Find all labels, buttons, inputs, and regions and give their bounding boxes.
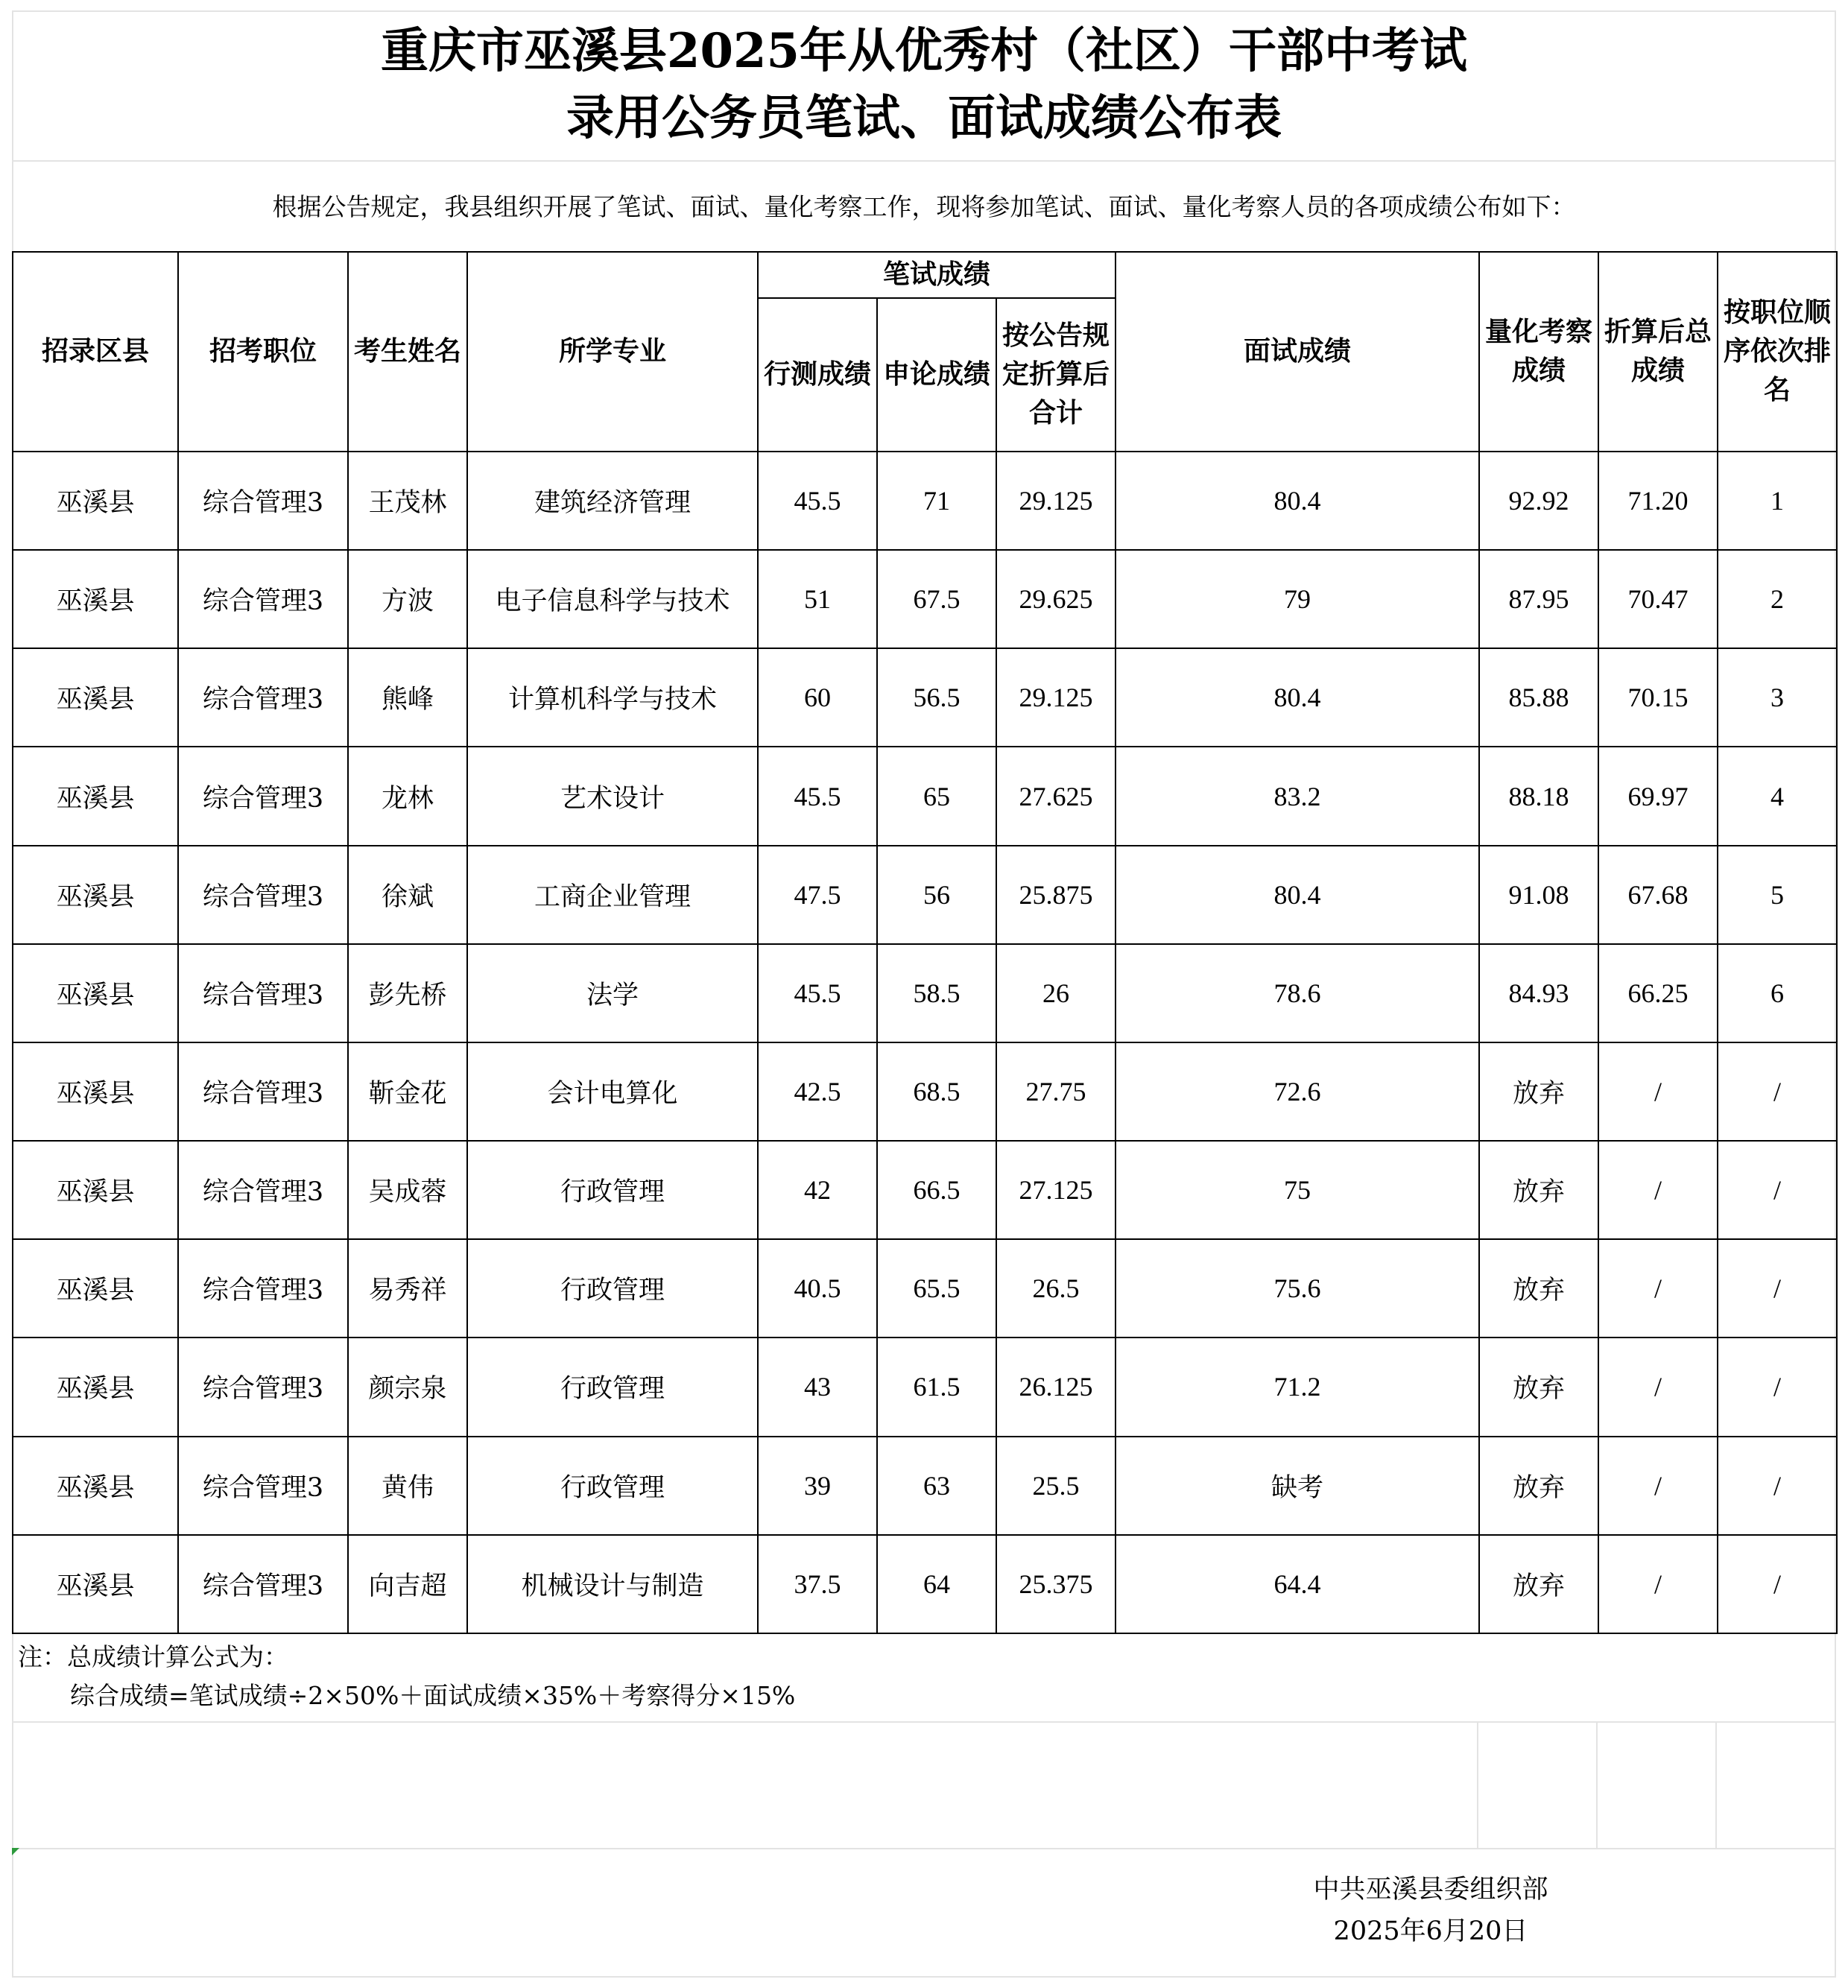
cell-evaluation: 88.18 [1479,747,1598,845]
cell-shenlun: 65.5 [877,1239,996,1338]
cell-major: 行政管理 [467,1239,758,1338]
cell-shenlun: 56.5 [877,648,996,747]
cell-district: 巫溪县 [13,846,178,944]
cell-shenlun: 56 [877,846,996,944]
issuer-signature-block [1237,1869,1624,1952]
header-total: 折算后总成绩 [1598,252,1718,452]
cell-evaluation: 92.92 [1479,452,1598,550]
table-row [13,452,1837,550]
cell-evaluation: 放弃 [1479,1535,1598,1633]
gridline [1596,1721,1598,1848]
table-row [13,1535,1837,1633]
cell-major: 行政管理 [467,1338,758,1436]
cell-evaluation: 放弃 [1479,1437,1598,1535]
cell-position: 综合管理3 [178,1338,348,1436]
intro-text: 根据公告规定，我县组织开展了笔试、面试、量化考察工作，现将参加笔试、面试、量化考察人员的各项成绩公布如下： [272,192,1576,221]
cell-total: / [1598,1338,1718,1436]
cell-xingce: 45.5 [758,747,877,845]
cell-position: 综合管理3 [178,550,348,648]
cell-xingce: 47.5 [758,846,877,944]
cell-position: 综合管理3 [178,1535,348,1633]
cell-interview: 80.4 [1116,648,1479,747]
calculation-note [18,1638,1806,1715]
scores-table-body [13,452,1837,1633]
title-line-2: 录用公务员笔试、面试成绩公布表 [566,90,1282,146]
cell-total: 71.20 [1598,452,1718,550]
scores-table [12,251,1838,1634]
gridline [12,1976,1836,1978]
cell-district: 巫溪县 [13,1042,178,1141]
table-row [13,747,1837,845]
cell-name: 王茂林 [348,452,467,550]
cell-major: 法学 [467,944,758,1042]
cell-district: 巫溪县 [13,1338,178,1436]
cell-interview: 75 [1116,1141,1479,1239]
table-row [13,550,1837,648]
cell-position: 综合管理3 [178,1141,348,1239]
cell-name: 徐斌 [348,846,467,944]
cell-rank: 2 [1718,550,1837,648]
cell-total: / [1598,1042,1718,1141]
cell-evaluation: 85.88 [1479,648,1598,747]
cell-major: 机械设计与制造 [467,1535,758,1633]
document-title [12,18,1836,152]
header-written-converted: 按公告规定折算后合计 [996,298,1116,452]
cell-shenlun: 66.5 [877,1141,996,1239]
cell-written-converted: 29.125 [996,452,1116,550]
cell-total: / [1598,1239,1718,1338]
cell-name: 黄伟 [348,1437,467,1535]
cell-major: 电子信息科学与技术 [467,550,758,648]
gridline [12,10,1836,12]
header-evaluation: 量化考察成绩 [1479,252,1598,452]
cell-written-converted: 26 [996,944,1116,1042]
cell-shenlun: 68.5 [877,1042,996,1141]
issuer-name: 中共巫溪县委组织部 [1313,1875,1548,1905]
gridline [12,1721,1836,1723]
cell-name: 吴成蓉 [348,1141,467,1239]
cell-position: 综合管理3 [178,944,348,1042]
cell-rank: / [1718,1338,1837,1436]
cell-total: / [1598,1437,1718,1535]
cell-evaluation: 87.95 [1479,550,1598,648]
cell-written-converted: 26.125 [996,1338,1116,1436]
cell-rank: 1 [1718,452,1837,550]
header-rank: 按职位顺序依次排名 [1718,252,1837,452]
table-row [13,1437,1837,1535]
cell-position: 综合管理3 [178,747,348,845]
cell-xingce: 45.5 [758,944,877,1042]
cell-position: 综合管理3 [178,1042,348,1141]
cell-interview: 79 [1116,550,1479,648]
cell-written-converted: 29.125 [996,648,1116,747]
cell-shenlun: 64 [877,1535,996,1633]
cell-xingce: 37.5 [758,1535,877,1633]
header-xingce: 行测成绩 [758,298,877,452]
header-written-group: 笔试成绩 [758,252,1116,298]
cell-total: 67.68 [1598,846,1718,944]
cell-name: 向吉超 [348,1535,467,1633]
gridline [1477,1721,1478,1848]
cell-evaluation: 91.08 [1479,846,1598,944]
cell-interview: 71.2 [1116,1338,1479,1436]
cell-rank: / [1718,1042,1837,1141]
cell-name: 彭先桥 [348,944,467,1042]
cell-name: 靳金花 [348,1042,467,1141]
cell-district: 巫溪县 [13,1437,178,1535]
cell-major: 行政管理 [467,1141,758,1239]
cell-district: 巫溪县 [13,1141,178,1239]
cell-interview: 64.4 [1116,1535,1479,1633]
table-row [13,944,1837,1042]
title-line-1: 重庆市巫溪县2025年从优秀村（社区）干部中考试 [380,23,1468,79]
cell-position: 综合管理3 [178,1239,348,1338]
cell-district: 巫溪县 [13,1239,178,1338]
cell-major: 工商企业管理 [467,846,758,944]
cell-name: 颜宗泉 [348,1338,467,1436]
cell-rank: / [1718,1437,1837,1535]
header-major: 所学专业 [467,252,758,452]
table-row [13,1338,1837,1436]
table-row [13,648,1837,747]
cell-shenlun: 65 [877,747,996,845]
cell-total: 66.25 [1598,944,1718,1042]
cell-interview: 75.6 [1116,1239,1479,1338]
cell-interview: 80.4 [1116,846,1479,944]
gridline [12,1848,1836,1849]
cell-xingce: 42.5 [758,1042,877,1141]
cell-name: 熊峰 [348,648,467,747]
cell-interview: 72.6 [1116,1042,1479,1141]
table-row [13,1141,1837,1239]
cell-xingce: 45.5 [758,452,877,550]
header-interview: 面试成绩 [1116,252,1479,452]
cell-comment-marker-icon [12,1848,19,1855]
cell-written-converted: 26.5 [996,1239,1116,1338]
cell-district: 巫溪县 [13,747,178,845]
cell-district: 巫溪县 [13,550,178,648]
cell-name: 方波 [348,550,467,648]
header-district: 招录区县 [13,252,178,452]
cell-shenlun: 63 [877,1437,996,1535]
cell-total: / [1598,1141,1718,1239]
cell-written-converted: 27.125 [996,1141,1116,1239]
table-row [13,1042,1837,1141]
cell-district: 巫溪县 [13,944,178,1042]
cell-written-converted: 27.625 [996,747,1116,845]
issue-date: 2025年6月20日 [1333,1916,1528,1946]
cell-interview: 78.6 [1116,944,1479,1042]
cell-written-converted: 25.375 [996,1535,1116,1633]
cell-evaluation: 放弃 [1479,1239,1598,1338]
cell-rank: / [1718,1239,1837,1338]
cell-evaluation: 放弃 [1479,1338,1598,1436]
cell-evaluation: 放弃 [1479,1042,1598,1141]
cell-total: / [1598,1535,1718,1633]
cell-xingce: 60 [758,648,877,747]
cell-written-converted: 25.875 [996,846,1116,944]
cell-rank: / [1718,1535,1837,1633]
header-shenlun: 申论成绩 [877,298,996,452]
cell-total: 70.15 [1598,648,1718,747]
header-row-1 [13,252,1837,298]
cell-written-converted: 29.625 [996,550,1116,648]
cell-written-converted: 27.75 [996,1042,1116,1141]
cell-xingce: 51 [758,550,877,648]
cell-rank: 6 [1718,944,1837,1042]
cell-total: 70.47 [1598,550,1718,648]
cell-position: 综合管理3 [178,846,348,944]
cell-major: 行政管理 [467,1437,758,1535]
cell-interview: 83.2 [1116,747,1479,845]
cell-major: 计算机科学与技术 [467,648,758,747]
cell-district: 巫溪县 [13,1535,178,1633]
cell-xingce: 40.5 [758,1239,877,1338]
table-row [13,846,1837,944]
gridline [1715,1721,1717,1848]
note-formula: 综合成绩=笔试成绩÷2×50%＋面试成绩×35%＋考察得分×15% [70,1681,796,1710]
cell-shenlun: 71 [877,452,996,550]
cell-interview: 缺考 [1116,1437,1479,1535]
cell-evaluation: 84.93 [1479,944,1598,1042]
cell-district: 巫溪县 [13,452,178,550]
table-row [13,1239,1837,1338]
cell-major: 会计电算化 [467,1042,758,1141]
cell-shenlun: 58.5 [877,944,996,1042]
cell-major: 艺术设计 [467,747,758,845]
cell-name: 易秀祥 [348,1239,467,1338]
cell-position: 综合管理3 [178,452,348,550]
cell-position: 综合管理3 [178,648,348,747]
cell-interview: 80.4 [1116,452,1479,550]
cell-shenlun: 67.5 [877,550,996,648]
cell-written-converted: 25.5 [996,1437,1116,1535]
cell-rank: 3 [1718,648,1837,747]
note-label: 注：总成绩计算公式为： [18,1642,288,1671]
cell-rank: / [1718,1141,1837,1239]
cell-xingce: 39 [758,1437,877,1535]
cell-major: 建筑经济管理 [467,452,758,550]
cell-district: 巫溪县 [13,648,178,747]
cell-rank: 5 [1718,846,1837,944]
gridline [12,160,1836,162]
cell-evaluation: 放弃 [1479,1141,1598,1239]
cell-xingce: 42 [758,1141,877,1239]
cell-xingce: 43 [758,1338,877,1436]
cell-shenlun: 61.5 [877,1338,996,1436]
header-name: 考生姓名 [348,252,467,452]
header-position: 招考职位 [178,252,348,452]
cell-rank: 4 [1718,747,1837,845]
cell-name: 龙林 [348,747,467,845]
cell-total: 69.97 [1598,747,1718,845]
cell-position: 综合管理3 [178,1437,348,1535]
